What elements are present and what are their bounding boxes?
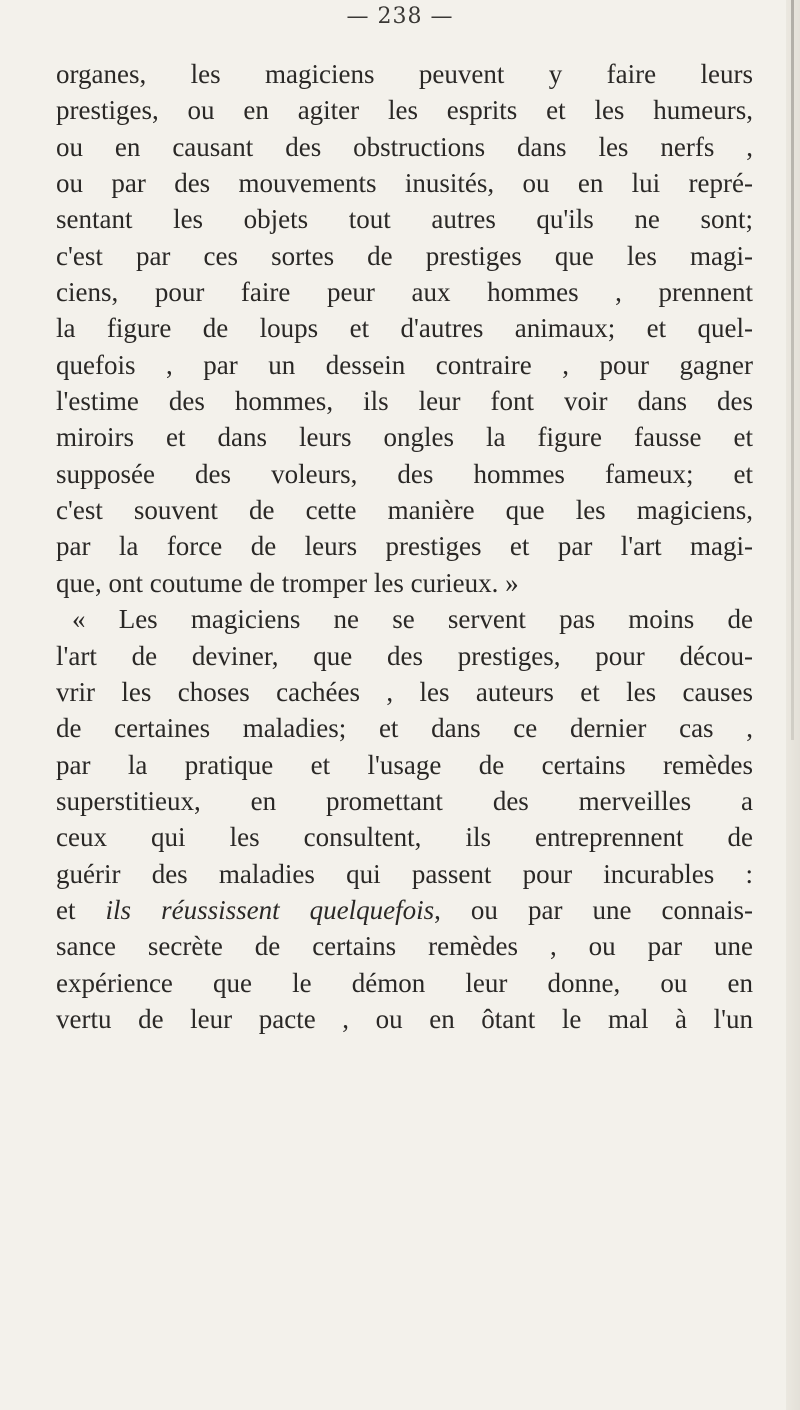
text-line: vertu de leur pacte , ou en ôtant le mal à l'un (56, 1003, 753, 1034)
italic-segment: ils réussissent quelquefois (105, 894, 435, 925)
text-line: ou en causant des obstructions dans les nerfs , (56, 131, 753, 162)
text-line: organes, les magiciens peuvent y faire leurs (56, 59, 753, 89)
text-line: vrir les choses cachées , les auteurs et les causes (56, 676, 753, 707)
text-line: que, ont coutume de tromper les curieux. » (56, 567, 519, 598)
text-line: par la force de leurs prestiges et par l'art magi- (56, 531, 753, 562)
text-line: l'estime des hommes, ils leur font voir dans des (56, 386, 753, 417)
text-line: guérir des maladies qui passent pour incurables : (56, 858, 753, 889)
text-line: prestiges, ou en agiter les esprits et les humeurs, (56, 95, 753, 126)
text-line: miroirs et dans leurs ongles la figure fausse et (56, 422, 753, 453)
text-line: l'art de deviner, que des prestiges, pour décou- (56, 640, 753, 671)
text-line-italic (56, 892, 753, 928)
text-line: ou par des mouvements inusités, ou en lui repré- (56, 168, 753, 199)
text-line: par la pratique et l'usage de certains remèdes (56, 749, 753, 780)
text-segment: , ou par une connais- (434, 894, 753, 925)
text-line: ciens, pour faire peur aux hommes , prennent (56, 277, 753, 308)
text-line: de certaines maladies; et dans ce dernier cas , (56, 713, 753, 744)
text-line: sance secrète de certains remèdes , ou par une (56, 931, 753, 962)
text-line: c'est souvent de cette manière que les magiciens, (56, 495, 753, 526)
text-line: superstitieux, en promettant des merveilles a (56, 785, 753, 816)
text-line: c'est par ces sortes de prestiges que les magi- (56, 240, 753, 271)
text-segment: et (56, 894, 106, 925)
text-line: supposée des voleurs, des hommes fameux; et (56, 458, 753, 489)
text-line: « Les magiciens ne se servent pas moins de (72, 604, 753, 635)
page-edge-line (791, 0, 794, 740)
text-line: ceux qui les consultent, ils entreprennent de (56, 822, 753, 853)
text-line: la figure de loups et d'autres animaux; et quel- (56, 313, 753, 344)
text-line: quefois , par un dessein contraire , pour gagner (56, 349, 753, 380)
text-line: expérience que le démon leur donne, ou en (56, 967, 753, 998)
page-number: — 238 — (346, 4, 454, 29)
body-text (56, 56, 753, 1037)
text-line: sentant les objets tout autres qu'ils ne sont; (56, 204, 753, 235)
